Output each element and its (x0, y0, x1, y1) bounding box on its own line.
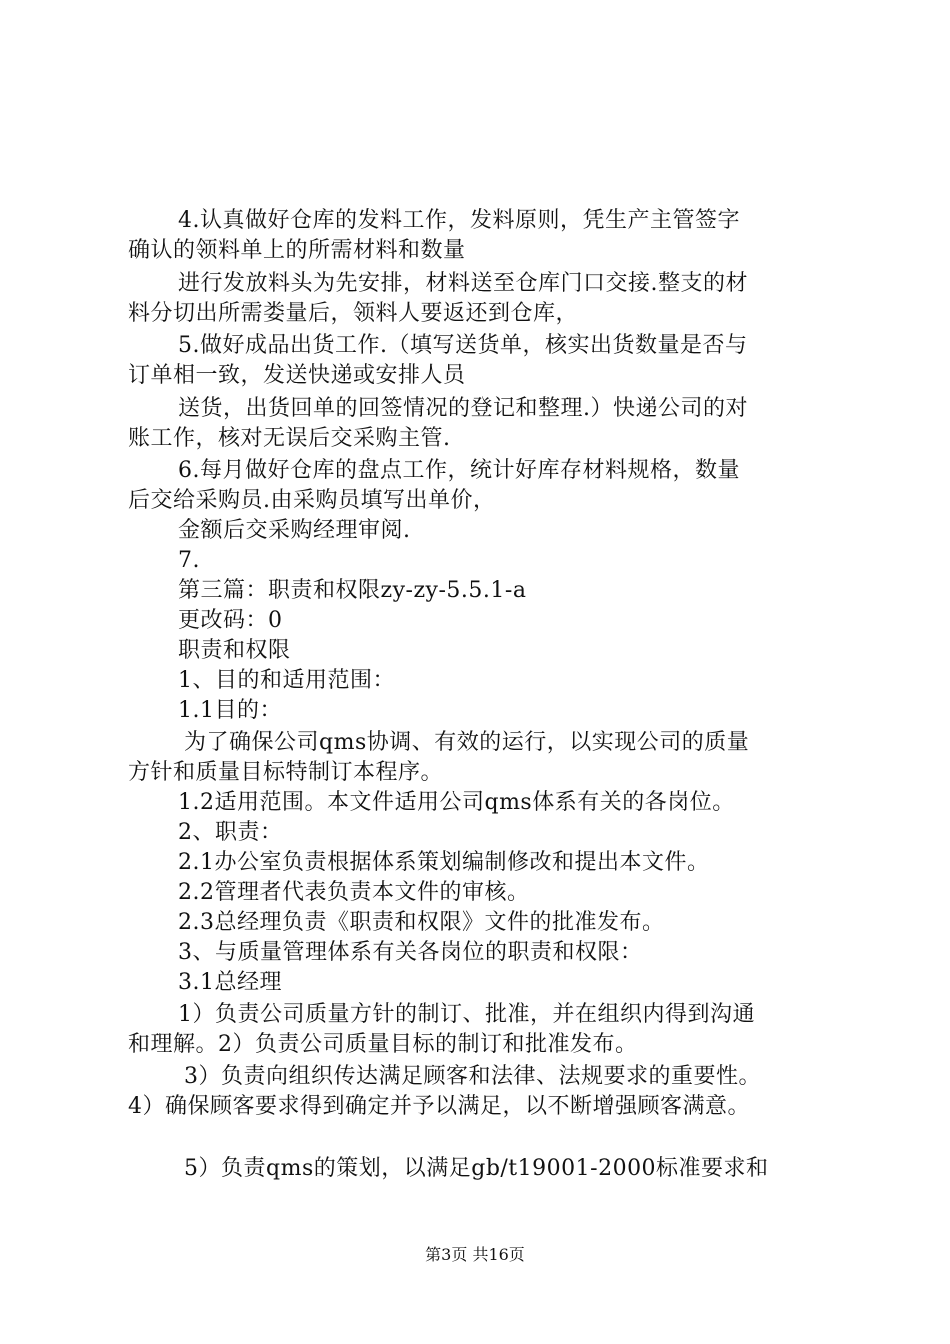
text-line: 后交给采购员.由采购员填写出单价， (128, 488, 496, 513)
text-line: 3）负责向组织传达满足顾客和法律、法规要求的重要性。 (184, 1064, 761, 1089)
text-line: 进行发放料头为先安排，材料送至仓库门口交接.整支的材 (178, 271, 748, 296)
text-line: 金额后交采购经理审阅. (178, 518, 411, 543)
text-line: 5）负责qms的策划，以满足gb/t19001-2000标准要求和 (184, 1156, 769, 1181)
text-line: 7. (178, 548, 200, 573)
text-line: 更改码：0 (178, 608, 283, 633)
text-line: 送货，出货回单的回签情况的登记和整理.）快递公司的对 (178, 396, 748, 421)
text-line: 1.2适用范围。本文件适用公司qms体系有关的各岗位。 (178, 790, 735, 815)
text-line: 2.2管理者代表负责本文件的审核。 (178, 880, 530, 905)
text-line: 4.认真做好仓库的发料工作，发料原则，凭生产主管签字 (178, 208, 740, 233)
text-line: 3、与质量管理体系有关各岗位的职责和权限： (178, 940, 643, 965)
text-line: 2.3总经理负责《职责和权限》文件的批准发布。 (178, 910, 665, 935)
text-line: 1.1目的： (178, 698, 282, 723)
text-line: 方针和质量目标特制订本程序。 (128, 760, 444, 785)
text-line: 订单相一致，发送快递或安排人员 (128, 363, 466, 388)
text-line: 和理解。2）负责公司质量目标的制订和批准发布。 (128, 1032, 638, 1057)
section-heading: 第三篇：职责和权限zy-zy-5.5.1-a (178, 578, 527, 603)
page-footer: 第3页 共16页 (425, 1245, 525, 1264)
text-line: 2.1办公室负责根据体系策划编制修改和提出本文件。 (178, 850, 710, 875)
text-line: 4）确保顾客要求得到确定并予以满足，以不断增强顾客满意。 (128, 1094, 750, 1119)
text-line: 6.每月做好仓库的盘点工作，统计好库存材料规格，数量 (178, 458, 740, 483)
text-line: 确认的领料单上的所需材料和数量 (128, 238, 466, 263)
text-line: 5.做好成品出货工作.（填写送货单，核实出货数量是否与 (178, 333, 748, 358)
text-line: 职责和权限 (178, 638, 291, 663)
text-line: 1）负责公司质量方针的制订、批准，并在组织内得到沟通 (178, 1002, 755, 1027)
text-line: 3.1总经理 (178, 970, 282, 995)
text-line: 料分切出所需娄量后，领料人要返还到仓库， (128, 301, 579, 326)
text-line: 为了确保公司qms协调、有效的运行，以实现公司的质量 (184, 730, 750, 755)
text-line: 账工作，核对无误后交采购主管. (128, 426, 451, 451)
text-line: 2、职责： (178, 820, 283, 845)
text-line: 1、目的和适用范围： (178, 668, 395, 693)
